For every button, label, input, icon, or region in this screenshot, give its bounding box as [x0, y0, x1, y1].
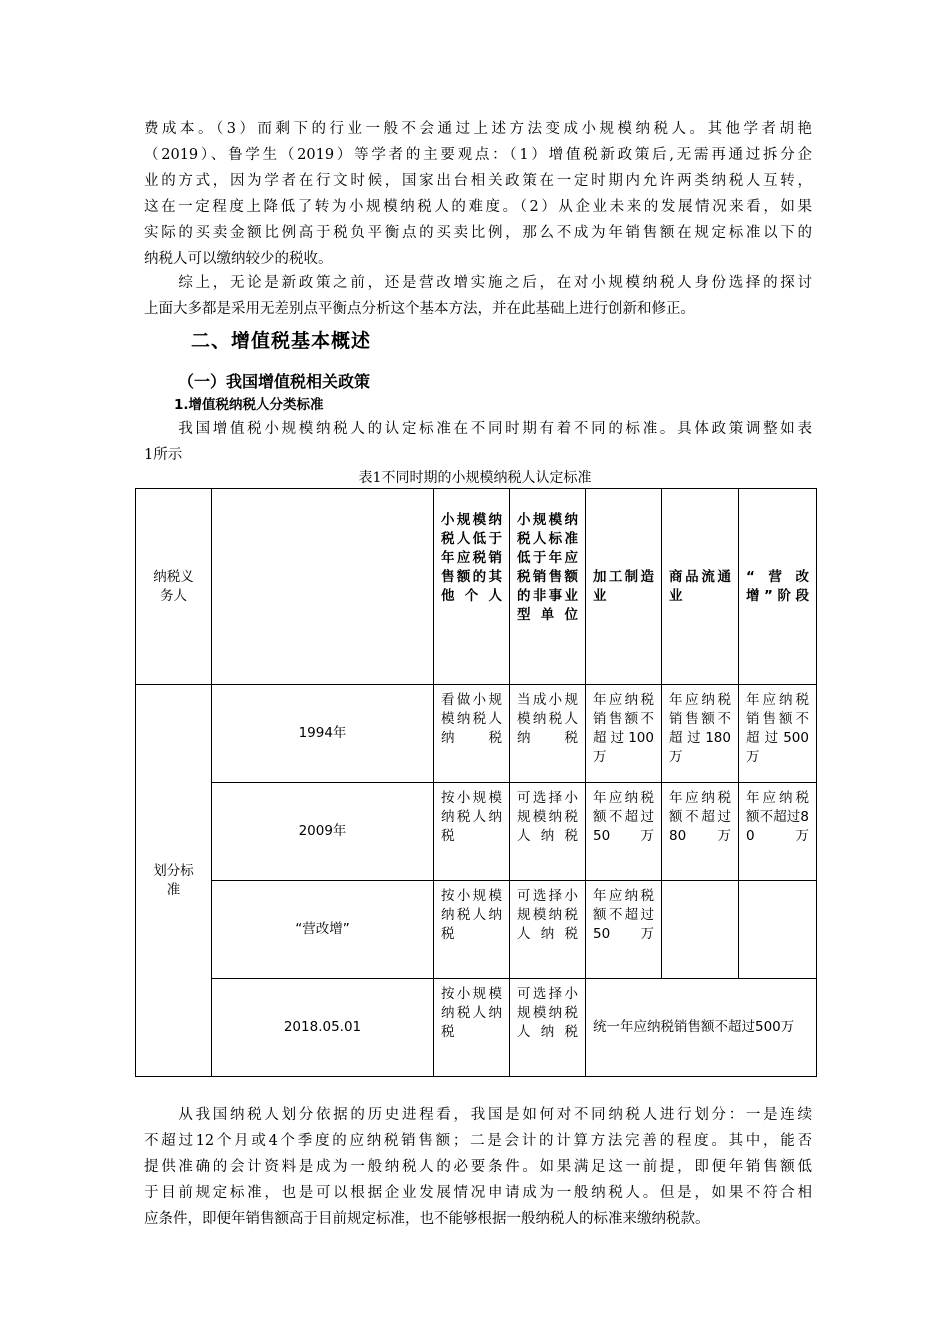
table-cell	[739, 685, 817, 783]
header-cell	[434, 489, 510, 685]
table-cell	[510, 881, 586, 979]
cell-commerce: 年应纳税额不超过80万	[669, 790, 731, 844]
period-cell	[212, 685, 434, 783]
subsection-heading: （一）我国增值税相关政策	[178, 372, 371, 391]
section-heading: 二、增值税基本概述	[191, 330, 372, 352]
text-line: 于目前规定标准，也是可以根据企业发展情况申请成为一般纳税人。但是，如果不符合相	[144, 1185, 812, 1201]
table-cell	[434, 881, 510, 979]
text-line: 上面大多都是采用无差别点平衡点分析这个基本方法，并在此基础上进行创新和修正。	[144, 301, 695, 317]
policy-paragraph	[144, 416, 812, 468]
text-line: 实际的买卖金额比例高于税负平衡点的买卖比例，那么不成为年销售额在规定标准以下的	[144, 225, 812, 241]
period-cell	[212, 783, 434, 881]
cell-manufacturing: 年应纳税销售额不超过100万	[593, 692, 654, 765]
header-cell	[212, 489, 434, 685]
text-line: 业的方式，因为学者在行文时候，国家出台相关政策在一定时期内允许两类纳税人互转，	[144, 173, 812, 189]
intro-paragraph	[144, 116, 812, 272]
table-cell	[434, 685, 510, 783]
table-cell	[586, 685, 662, 783]
cell-units: 可选择小规模纳税人纳税	[517, 986, 578, 1040]
header-cell	[662, 489, 739, 685]
header-reform: “营改增”阶段	[746, 568, 809, 604]
cell-commerce: 年应纳税销售额不超过180万	[669, 692, 731, 765]
text-line: （2019）、鲁学生（2019）等学者的主要观点：（1）增值税新政策后,无需再通过拆分企	[144, 147, 812, 163]
summary-paragraph	[144, 270, 812, 322]
table-cell	[739, 783, 817, 881]
cell-manufacturing: 年应纳税额不超过50万	[593, 888, 654, 942]
cell-individuals: 按小规模纳税人纳税	[441, 888, 502, 942]
cell-units: 可选择小规模纳税人纳税	[517, 888, 578, 942]
period-label: “营改增”	[295, 921, 350, 937]
table-cell-merged	[586, 979, 817, 1077]
text-line: 纳税人可以缴纳较少的税收。	[144, 251, 333, 267]
header-empty	[212, 489, 433, 501]
table-cell	[510, 979, 586, 1077]
cell-unified: 统一年应纳税销售额不超过500万	[593, 1019, 795, 1035]
period-label: 2009年	[298, 823, 347, 839]
header-manufacturing: 加工制造业	[593, 568, 654, 604]
table-cell	[434, 783, 510, 881]
table-cell	[662, 783, 739, 881]
header-cell	[510, 489, 586, 685]
text-line: 综上，无论是新政策之前，还是营改增实施之后，在对小规模纳税人身份选择的探讨	[144, 275, 812, 291]
period-cell	[212, 881, 434, 979]
text-line: 这在一定程度上降低了转为小规模纳税人的难度。（2）从企业未来的发展情况来看，如果	[144, 199, 812, 215]
table-cell	[586, 881, 662, 979]
table-cell	[739, 881, 817, 979]
table-row	[136, 979, 817, 1077]
period-cell	[212, 979, 434, 1077]
cell-commerce	[662, 881, 738, 893]
cell-individuals: 看做小规模纳税人纳税	[441, 692, 502, 746]
period-label: 1994年	[298, 725, 347, 741]
text-line: 提供准确的会计资料是成为一般纳税人的必要条件。如果满足这一前提，即便年销售额低	[144, 1159, 812, 1175]
header-cell	[586, 489, 662, 685]
cell-individuals: 按小规模纳税人纳税	[441, 790, 502, 844]
cell-units: 当成小规模纳税人纳税	[517, 692, 578, 746]
table-row	[136, 881, 817, 979]
text-line: 1所示	[144, 447, 183, 463]
table-cell	[434, 979, 510, 1077]
header-commerce: 商品流通业	[669, 568, 731, 604]
taxpayer-standards-table	[135, 488, 817, 1077]
header-units: 小规模纳税人标准低于年应税销售额的非事业型单位	[517, 512, 578, 623]
table-cell	[662, 685, 739, 783]
subsubsection-heading: 1.增值税纳税人分类标准	[174, 397, 324, 413]
text-line: 从我国纳税人划分依据的历史进程看，我国是如何对不同纳税人进行划分：一是连续	[144, 1107, 812, 1123]
header-taxpayer: 纳税义务人	[153, 568, 194, 604]
table-cell	[510, 783, 586, 881]
text-line: 费成本。（3）而剩下的行业一般不会通过上述方法变成小规模纳税人。其他学者胡艳	[144, 121, 812, 137]
history-paragraph	[144, 1102, 812, 1232]
text-line: 不超过12个月或4个季度的应纳税销售额；二是会计的计算方法完善的程度。其中，能否	[144, 1133, 812, 1149]
table-cell	[510, 685, 586, 783]
table-row	[136, 783, 817, 881]
cell-reform: 年应纳税销售额不超过500万	[746, 692, 809, 765]
table-row	[136, 685, 817, 783]
cell-units: 可选择小规模纳税人纳税	[517, 790, 578, 844]
header-individuals: 小规模纳税人低于年应税销售额的其他个人	[441, 512, 502, 604]
table-header-row	[136, 489, 817, 685]
cell-manufacturing: 年应纳税额不超过50万	[593, 790, 654, 844]
header-cell	[136, 489, 212, 685]
table-cell	[662, 881, 739, 979]
text-line: 应条件，即便年销售额高于目前规定标准，也不能够根据一般纳税人的标准来缴纳税款。	[144, 1211, 710, 1227]
cell-individuals: 按小规模纳税人纳税	[441, 986, 502, 1040]
table-cell	[586, 783, 662, 881]
cell-reform: 年应纳税额不超过80万	[746, 790, 809, 844]
header-cell	[739, 489, 817, 685]
cell-reform	[739, 881, 816, 893]
period-label: 2018.05.01	[283, 1019, 362, 1035]
row-group-label: 划分标准	[153, 862, 194, 898]
table-caption: 表1不同时期的小规模纳税人认定标准	[358, 470, 592, 486]
row-group-cell	[136, 685, 212, 1077]
text-line: 我国增值税小规模纳税人的认定标准在不同时期有着不同的标准。具体政策调整如表	[144, 421, 812, 437]
